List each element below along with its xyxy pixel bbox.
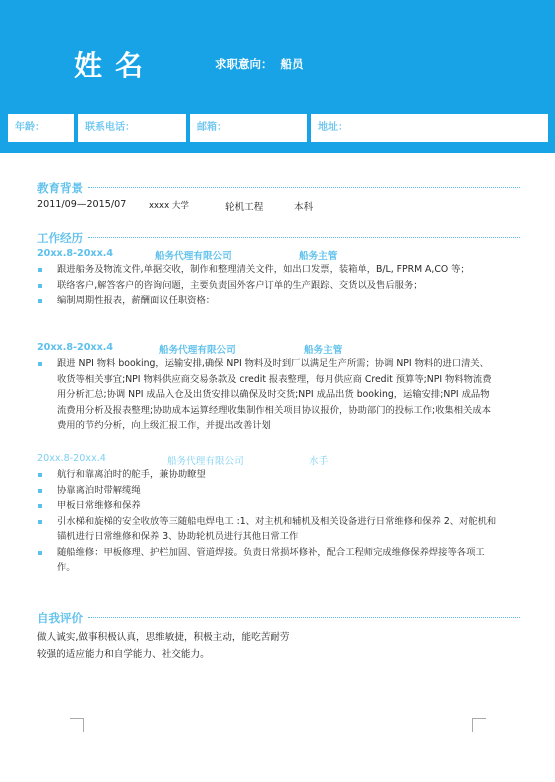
job-company: 船务代理有限公司 (159, 345, 236, 356)
email-field[interactable]: 邮箱： (190, 114, 307, 142)
self-eval-divider (88, 617, 520, 618)
age-field[interactable]: 年龄： (8, 114, 74, 142)
job-duties (37, 356, 497, 434)
job-intent-value: 船员 (280, 57, 304, 71)
job-position: 船务主管 (304, 345, 343, 356)
list-item: 协靠离泊时带解缆绳 (37, 483, 497, 499)
job-company: 船务代理有限公司 (167, 456, 244, 467)
self-eval-title: 自我评价 (37, 611, 83, 625)
education-major: 轮机工程 (225, 202, 264, 213)
list-item: 联络客户,解答客户的咨询问题，主要负责国外客户订单的生产跟踪、交货以及售后服务； (37, 278, 497, 294)
list-item: 编制周期性报表，薪酬面议任职资格： (37, 293, 497, 309)
list-item: 随船维修：甲板修理、护栏加固、管道焊接。负责日常损坏修补，配合工程师完成维修保养焊接等各项工作。 (37, 545, 497, 576)
education-divider (88, 187, 520, 188)
work-title: 工作经历 (37, 231, 83, 245)
list-item: 航行和靠离泊时的舵手，兼协助瞭望 (37, 467, 497, 483)
job-period: 20xx.8-20xx.4 (37, 342, 114, 353)
education-school: xxxx 大学 (149, 201, 189, 211)
candidate-name: 姓名 (74, 49, 157, 82)
list-item: 跟进 NPI 物料 booking，运输安排,确保 NPI 物料及时到厂以满足生产所需；协调 NPI 物料的进口清关、收货等相关事宜;NPI 物料供应商交易条款及 credit 报表整理，每月供应商 Credit 预算等;NPI 物料物流费用分析汇总;协调 NPI 成品入仓及出货安排以确保及时交货;NPI 成品出货 booking，运输安排;NPI 成品物流费用分析及报表整理;协助成本运算经理收集制作相关项目协议报价，协助部门的投标工作;收集相关成本费用的节约分析，向上级汇报工作，并提出改善计划 (37, 356, 497, 434)
job-duties (37, 467, 497, 576)
list-item: 跟进船务及物流文件,单据交收，制作和整理清关文件，如出口发票，装箱单，B/L, FPRM A,CO 等； (37, 262, 497, 278)
self-eval-line: 做人诚实,做事积极认真，思维敏捷，积极主动，能吃苦耐劳 (37, 632, 290, 643)
crop-mark (472, 718, 486, 732)
job-position: 船务主管 (299, 251, 338, 262)
self-eval-line: 较强的适应能力和自学能力、社交能力。 (37, 649, 210, 660)
crop-mark (70, 718, 84, 732)
work-divider (88, 237, 520, 238)
job-position: 水手 (309, 456, 329, 467)
address-field[interactable]: 地址： (311, 114, 548, 142)
phone-field[interactable]: 联系电话： (78, 114, 186, 142)
education-title: 教育背景 (37, 181, 83, 195)
education-degree: 本科 (294, 202, 314, 213)
list-item: 引水梯和旋梯的安全收放等三随船电焊电工 :1、对主机和辅机及相关设备进行日常维修和保养 2、对舵机和锚机进行日常维修和保养 3、协助轮机员进行其他日常工作 (37, 514, 497, 545)
job-intent-label: 求职意向： (215, 57, 273, 71)
header-banner (0, 0, 555, 153)
job-intent (215, 56, 304, 72)
job-duties (37, 262, 497, 309)
job-period: 20xx.8-20xx.4 (37, 453, 106, 464)
list-item: 甲板日常维修和保养 (37, 498, 497, 514)
job-company: 船务代理有限公司 (155, 251, 232, 262)
job-period: 20xx.8-20xx.4 (37, 248, 114, 259)
education-period: 2011/09—2015/07 (37, 199, 127, 210)
